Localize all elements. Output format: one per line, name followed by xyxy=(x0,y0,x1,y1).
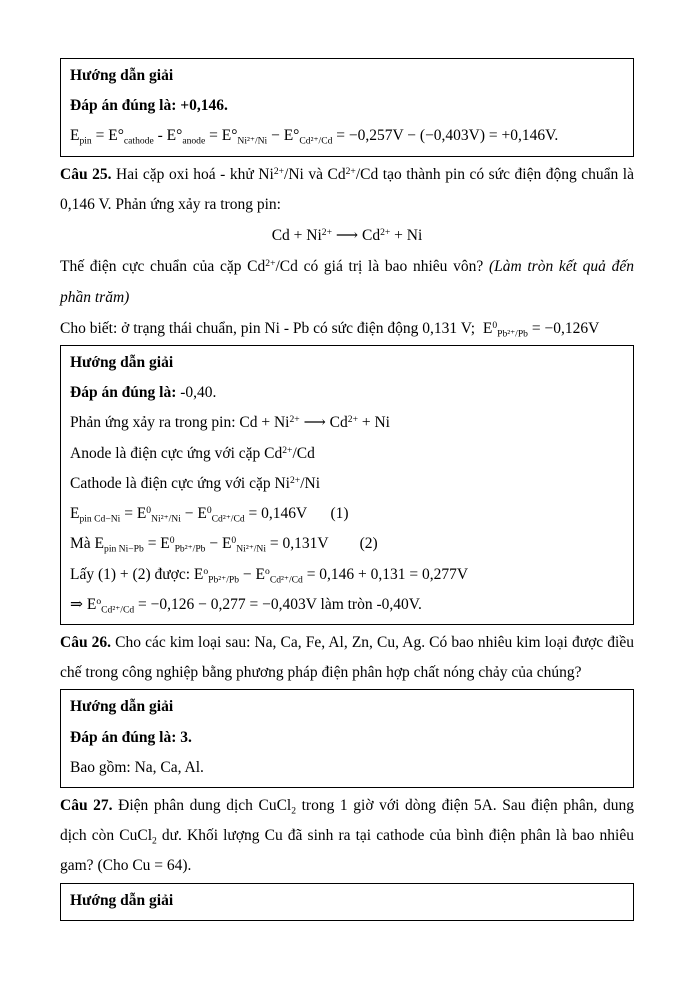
solution-box-q27 xyxy=(60,883,634,921)
solution-box-q24 xyxy=(60,58,634,157)
answer-line: Đáp án đúng là: +0,146. xyxy=(70,97,228,115)
epin-equation: $E_{pin} = E^\circ_{cathode} - E^\circ_{anode} = E^\circ_{Ni^{2+}/Ni} - E^\circ_{Cd^{2+}/Cd} = -0,257V - (-0,403V) = +0,146V$. xyxy=(70,127,559,147)
question-27: Câu 27. Điện phân dung dịch CuCl$_2$ trong 1 giờ với dòng điện 5A. Sau điện phân, dung dịch còn CuCl$_2$ dư. Khối lượng Cu đã sinh ra tại cathode của bình điện phân là bao nhiêu gam? (Cho Cu = 64). xyxy=(60,797,634,875)
solution-equation-2: Mà $E_{pin Ni-Pb} = E^0_{Pb^{2+}/Pb} - E^0_{Ni^{2+}/Ni} = 0,131V$ (2) xyxy=(70,535,378,555)
reaction-equation-q25: $Cd + Ni^{2+}$ ⟶ $Cd^{2+} + Ni$ xyxy=(271,227,423,245)
solution-step-reaction: Phản ứng xảy ra trong pin: $Cd + Ni^{2+}$ ⟶ $Cd^{2+} + Ni$ xyxy=(70,414,390,432)
solution-equation-1: $E_{pin Cd-Ni} = E^0_{Ni^{2+}/Ni} - E^0_{Cd^{2+}/Cd} = 0,146V$ (1) xyxy=(70,505,349,525)
solution-heading: Hướng dẫn giải xyxy=(70,353,174,371)
solution-equation-sum: Lấy (1) + (2) được: $E^o_{Pb^{2+}/Pb} - E^o_{Cd^{2+}/Cd} = 0,146 + 0,131 = 0,277V$ xyxy=(70,565,469,585)
question-25-intro: Câu 25. Hai cặp oxi hoá - khử $Ni^{2+}/Ni$ và $Cd^{2+}/Cd$ tạo thành pin có sức điện động chuẩn là 0,146 V. Phản ứng xảy ra trong pin: xyxy=(60,165,634,213)
answer-line: Đáp án đúng là: 3. xyxy=(70,728,192,746)
solution-conclusion: ⇒ $E^o_{Cd^{2+}/Cd} = -0,126 - 0,277 = -0,403V$ làm tròn -0,40V. xyxy=(70,595,422,616)
answer-line: Đáp án đúng là: -0,40. xyxy=(70,384,217,402)
solution-box-q26 xyxy=(60,689,634,788)
question-25-ask: Thế điện cực chuẩn của cặp $Cd^{2+}/Cd$ có giá trị là bao nhiêu vôn? (Làm tròn kết quả đến phần trăm) xyxy=(60,258,635,306)
question-26: Câu 26. Cho các kim loại sau: Na, Ca, Fe, Al, Zn, Cu, Ag. Có bao nhiêu kim loại được điều chế trong công nghiệp bằng phương pháp điện phân hợp chất nóng chảy của chúng? xyxy=(60,633,634,682)
solution-heading: Hướng dẫn giải xyxy=(70,891,174,909)
solution-list: Bao gồm: Na, Ca, Al. xyxy=(70,758,204,776)
solution-box-q25 xyxy=(60,345,634,625)
question-25-given: Cho biết: ở trạng thái chuẩn, pin Ni - Pb có sức điện động 0,131 V; $E^0_{Pb^{2+}/Pb} = -0,126V$ xyxy=(60,319,600,340)
solution-step-cathode: Cathode là điện cực ứng với cặp $Ni^{2+}/Ni$ xyxy=(70,474,321,492)
solution-step-anode: Anode là điện cực ứng với cặp $Cd^{2+}/Cd$ xyxy=(70,444,315,462)
solution-heading: Hướng dẫn giải xyxy=(70,67,174,84)
solution-heading: Hướng dẫn giải xyxy=(70,698,174,716)
